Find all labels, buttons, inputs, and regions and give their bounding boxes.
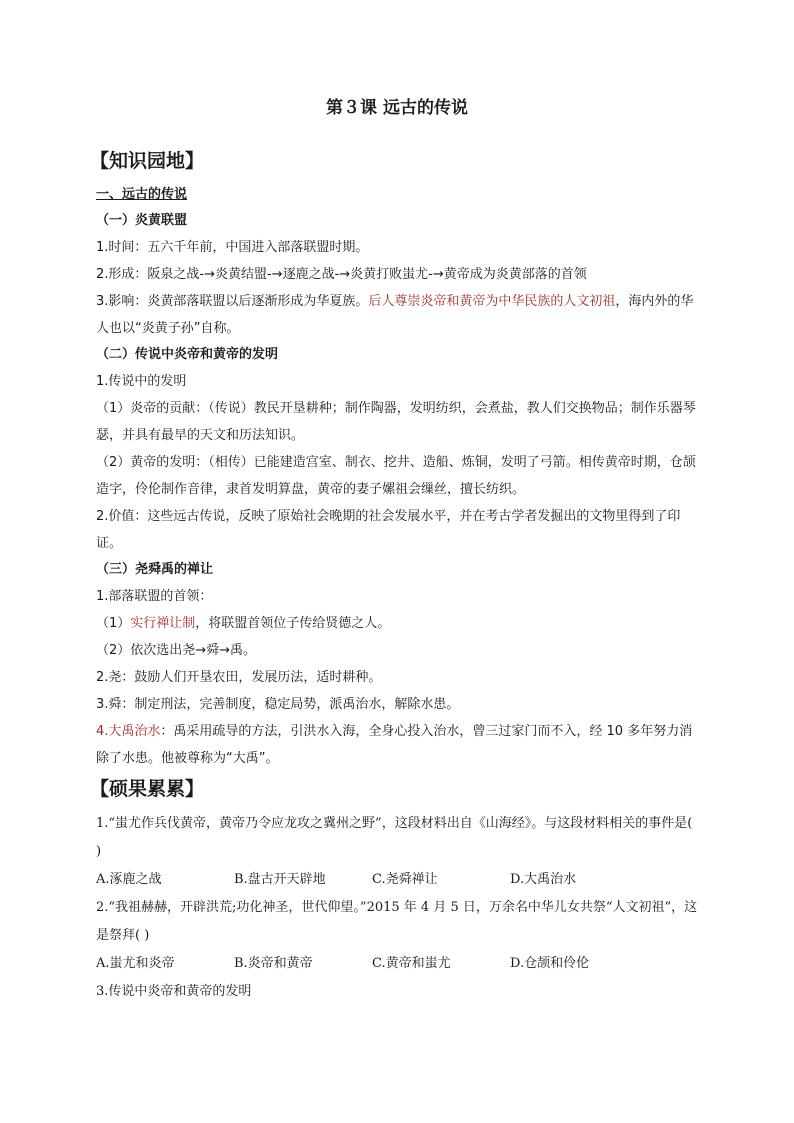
text-run: 3.影响：炎黄部落联盟以后逐渐形成为华夏族。 [96, 294, 369, 309]
option-c: C.尧舜禅让 [372, 872, 438, 887]
paragraph: （2）黄帝的发明：（相传）已能建造宫室、制衣、挖井、造船、炼铜，发明了弓箭。相传黄帝时期，仓颉造字，伶伦制作音律，隶首发明算盘，黄帝的妻子嫘祖会缫丝，擅长纺织。 [96, 455, 696, 497]
subsection-heading: （一）炎黄联盟 [96, 213, 188, 228]
option-b: B.炎帝和黄帝 [234, 956, 313, 971]
paragraph: 2.价值：这些远古传说，反映了原始社会晚期的社会发展水平，并在考古学者发掘出的文物里得到了印证。 [96, 509, 681, 551]
option-a: A.涿鹿之战 [96, 872, 162, 887]
text-run: （1） [96, 616, 131, 631]
paragraph: （2）依次选出尧→舜→禹。 [96, 643, 257, 658]
question-3: 3.传说中炎帝和黄帝的发明 [96, 984, 252, 999]
question-1-options [96, 866, 698, 894]
knowledge-heading: 【知识园地】 [90, 150, 205, 172]
highlighted-text: 实行禅让制 [130, 616, 196, 631]
option-d: D.仓颉和伶伦 [510, 956, 590, 971]
paragraph: 2.尧：鼓励人们开垦农田，发展历法，适时耕种。 [96, 670, 382, 685]
section-heading: 一、远古的传说 [96, 187, 188, 202]
document-page [90, 96, 698, 1006]
text-run: ，将联盟首领位子传给贤德之人。 [195, 616, 391, 631]
question-2-options [96, 950, 698, 978]
text-run: ，海内外的华人也以“炎黄子孙”自称。 [96, 294, 694, 336]
lesson-title: 第３课 远古的传说 [326, 98, 468, 118]
option-d: D.大禹治水 [510, 872, 577, 887]
paragraph: 3.舜：制定刑法，完善制度，稳定局势，派禹治水，解除水患。 [96, 697, 460, 712]
highlighted-text: 后人尊崇炎帝和黄帝为中华民族的人文初祖 [368, 294, 616, 309]
question-1: 1.“蚩尤作兵伐黄帝，黄帝乃令应龙攻之冀州之野”，这段材料出自《山海经》。与这段材料相关的事件是( ) [96, 816, 693, 859]
text-run: ：禹采用疏导的方法，引洪水入海，全身心投入治水，曾三过家门而不入，经 10 多年努力消除了水患。他被尊称为“大禹”。 [96, 724, 693, 766]
subsection-heading: （三）尧舜禹的禅让 [96, 562, 214, 577]
question-2: 2.“我祖赫赫，开辟洪荒;功化神圣，世代仰望。”2015 年 4 月 5 日，万余名中华儿女共祭“人文初祖”，这是祭拜( ) [96, 900, 698, 943]
option-b: B.盘古开天辟地 [234, 872, 326, 887]
paragraph-influence [96, 288, 698, 342]
subsection-heading: （二）传说中炎帝和黄帝的发明 [96, 347, 279, 362]
paragraph: 1.时间：五六千年前，中国进入部落联盟时期。 [96, 240, 369, 255]
paragraph-yu [96, 718, 698, 772]
highlighted-text: 4.大禹治水 [96, 724, 161, 739]
paragraph: 1.部落联盟的首领： [96, 589, 213, 604]
paragraph: （1）炎帝的贡献：（传说）教民开垦耕种；制作陶器，发明纺织，会煮盐，教人们交换物品；制作乐器琴瑟，并具有最早的天文和历法知识。 [96, 401, 696, 443]
paragraph-shanrang [96, 610, 698, 637]
paragraph: 1.传说中的发明 [96, 374, 187, 389]
results-heading: 【硕果累累】 [90, 778, 205, 800]
option-c: C.黄帝和蚩尤 [372, 956, 451, 971]
paragraph: 2.形成：阪泉之战-→炎黄结盟-→逐鹿之战-→炎黄打败蚩尤-→黄帝成为炎黄部落的首领 [96, 267, 587, 282]
option-a: A.蚩尤和炎帝 [96, 956, 175, 971]
